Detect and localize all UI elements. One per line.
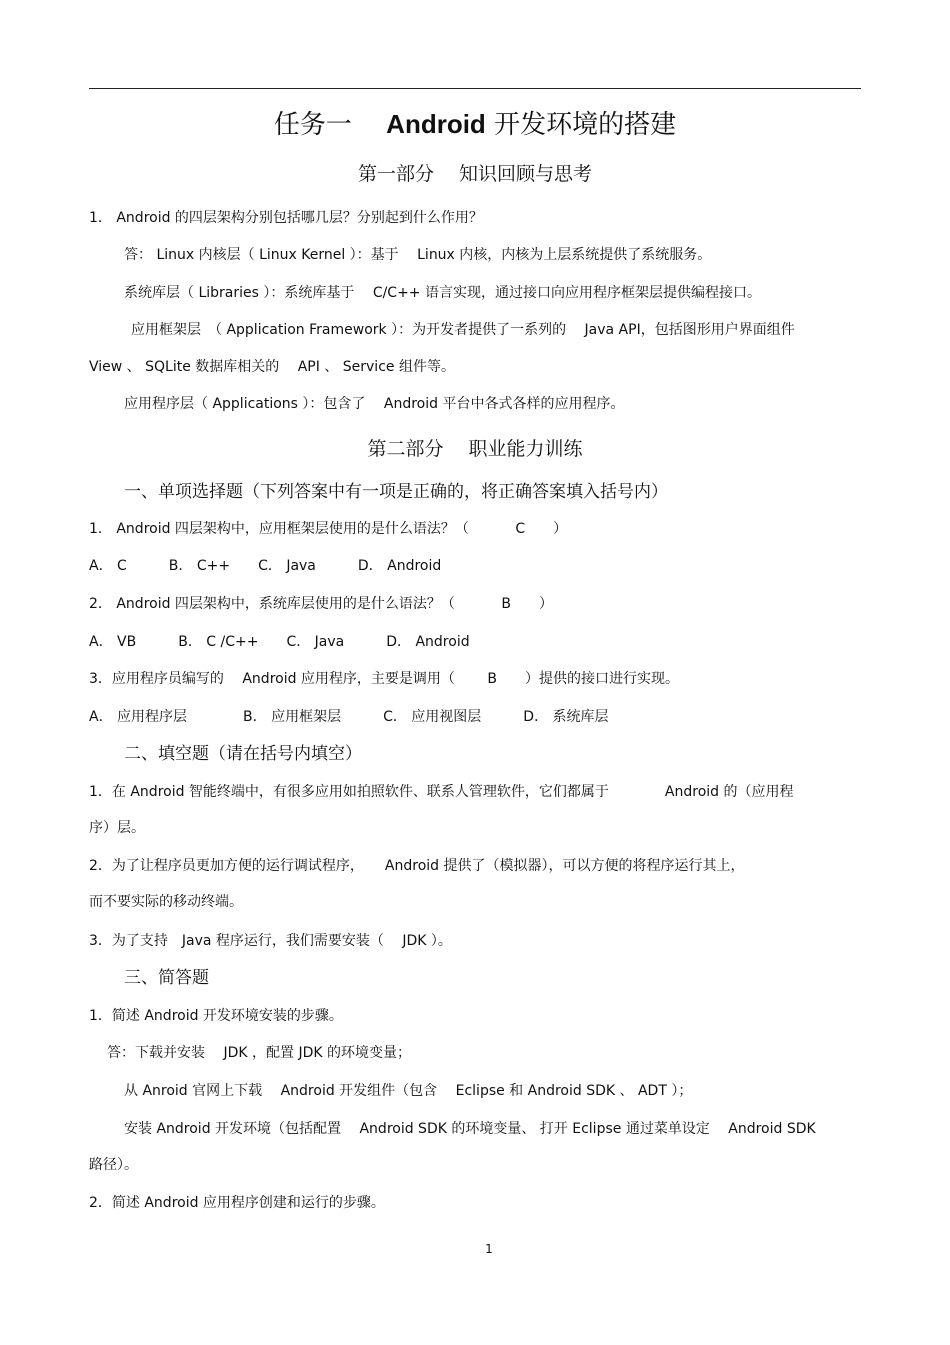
short-answer-2-question: 2．简述 Android 应用程序创建和运行的步骤。 bbox=[89, 1195, 385, 1211]
part2-heading: 第二部分 职业能力训练 bbox=[367, 438, 583, 460]
header-rule bbox=[89, 88, 861, 89]
short-answer-1-line-3: 安装 Android 开发环境（包括配置 Android SDK 的环境变量、 打开 Eclipse 通过菜单设定 Android SDK bbox=[124, 1121, 816, 1137]
fill-blank-2-line-1: 2．为了让程序员更加方便的运行调试程序， Android 提供了（模拟器），可以方便的将程序运行其上， bbox=[89, 858, 745, 874]
fill-blank-1-line-1: 1．在 Android 智能终端中，有很多应用如拍照软件、联系人管理软件，它们都属于 Android 的（应用程 bbox=[89, 784, 794, 800]
mc-options-3: A． 应用程序层 B． 应用框架层 C． 应用视图层 D． 系统库层 bbox=[89, 709, 609, 725]
page-title: 任务一 Android 开发环境的搭建 bbox=[273, 109, 677, 140]
answer-1-line-1: 答： Linux 内核层（ Linux Kernel ）：基于 Linux 内核，内核为上层系统提供了系统服务。 bbox=[124, 247, 712, 263]
question-1: 1． Android 的四层架构分别包括哪几层？分别起到什么作用？ bbox=[89, 210, 483, 226]
answer-1-line-5: 应用程序层（ Applications ）：包含了 Android 平台中各式各样的应用程序。 bbox=[124, 396, 625, 412]
mc-question-2: 2． Android 四层架构中，系统库层使用的是什么语法？（ B ） bbox=[89, 596, 553, 612]
answer-1-line-2: 系统库层（ Libraries ）：系统库基于 C/C++ 语言实现，通过接口向应用程序框架层提供编程接口。 bbox=[124, 285, 761, 301]
fill-blank-2-line-2: 而不要实际的移动终端。 bbox=[89, 894, 243, 910]
mc-question-1: 1． Android 四层架构中，应用框架层使用的是什么语法？（ C ） bbox=[89, 521, 568, 537]
section-1-heading: 一、单项选择题（下列答案中有一项是正确的，将正确答案填入括号内） bbox=[124, 482, 668, 502]
short-answer-1-line-4: 路径）。 bbox=[89, 1157, 138, 1173]
mc-options-2: A． VB B． C /C++ C． Java D． Android bbox=[89, 634, 470, 650]
short-answer-1-line-1: 答：下载并安装 JDK ，配置 JDK 的环境变量； bbox=[107, 1045, 411, 1061]
answer-1-line-4: View 、 SQLite 数据库相关的 API 、 Service 组件等。 bbox=[89, 359, 455, 375]
section-2-heading: 二、填空题（请在括号内填空） bbox=[124, 744, 362, 764]
short-answer-1-line-2: 从 Anroid 官网上下载 Android 开发组件（包含 Eclipse 和 Android SDK 、 ADT ）； bbox=[124, 1083, 693, 1099]
page-number: 1 bbox=[485, 1242, 493, 1256]
answer-1-line-3: 应用框架层 （ Application Framework ）：为开发者提供了一系列的 Java API，包括图形用户界面组件 bbox=[131, 322, 795, 338]
fill-blank-3: 3．为了支持 Java 程序运行，我们需要安装（ JDK ）。 bbox=[89, 933, 452, 949]
part1-heading: 第一部分 知识回顾与思考 bbox=[357, 163, 593, 185]
section-3-heading: 三、简答题 bbox=[124, 968, 209, 988]
mc-options-1: A． C B． C++ C． Java D． Android bbox=[89, 558, 442, 574]
fill-blank-1-line-2: 序）层。 bbox=[89, 820, 145, 836]
mc-question-3: 3．应用程序员编写的 Android 应用程序，主要是调用（ B ）提供的接口进行实现。 bbox=[89, 671, 679, 687]
short-answer-1-question: 1．简述 Android 开发环境安装的步骤。 bbox=[89, 1008, 343, 1024]
